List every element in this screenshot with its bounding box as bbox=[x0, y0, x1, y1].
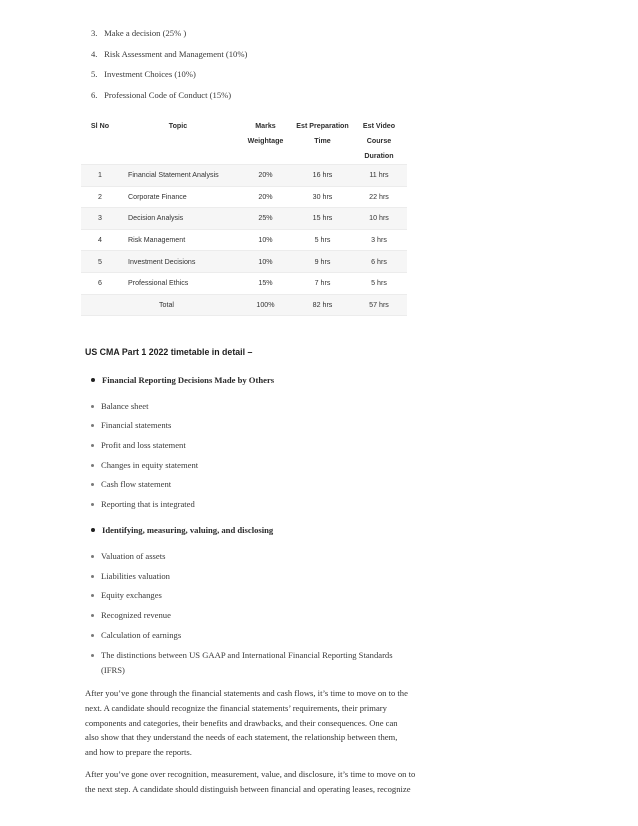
list-item: Financial statements bbox=[91, 420, 171, 431]
bullet-icon bbox=[91, 614, 94, 617]
section-heading: US CMA Part 1 2022 timetable in detail – bbox=[85, 347, 253, 357]
bullet-icon bbox=[91, 634, 94, 637]
header-prep: Est Preparation Time bbox=[296, 122, 349, 145]
list-item: 4. Risk Assessment and Management (10%) bbox=[91, 48, 248, 59]
header-sl-no: Sl No bbox=[90, 122, 110, 130]
bullet-icon bbox=[91, 424, 94, 427]
table-row: 5 Investment Decisions 10% 9 hrs 6 hrs bbox=[81, 251, 407, 273]
table-header-row bbox=[81, 112, 407, 165]
list-item: 5. Investment Choices (10%) bbox=[91, 69, 196, 79]
list-item: Calculation of earnings bbox=[91, 630, 181, 641]
list-item: Valuation of assets bbox=[91, 551, 165, 562]
list-item: 6. Professional Code of Conduct (15%) bbox=[91, 89, 232, 100]
list-item-continuation: (IFRS) bbox=[101, 665, 125, 675]
header-marks: Marks Weightage bbox=[247, 122, 284, 145]
bullet-icon bbox=[91, 528, 95, 532]
table-row: 3 Decision Analysis 25% 15 hrs 10 hrs bbox=[81, 208, 407, 230]
table-row: 1 Financial Statement Analysis 20% 16 hrs 11 hrs bbox=[81, 165, 407, 187]
list-item: 3. Make a decision (25% ) bbox=[91, 28, 187, 38]
list-item: The distinctions between US GAAP and International Financial Reporting Standards bbox=[91, 650, 393, 661]
list-item: Balance sheet bbox=[91, 401, 148, 412]
paragraph: After you’ve gone over recognition, measurement, value, and disclosure, it’s time to move on to the next step. A candidate should distinguish between financial and operating leases, recognize bbox=[85, 769, 416, 794]
bullet-icon bbox=[91, 575, 94, 578]
bullet-icon bbox=[91, 503, 94, 506]
bullet-icon bbox=[91, 654, 94, 657]
list-item: Equity exchanges bbox=[91, 590, 162, 601]
bullet-icon bbox=[91, 555, 94, 558]
bullet-icon bbox=[91, 483, 94, 486]
bullet-icon bbox=[91, 405, 94, 408]
group-title: Identifying, measuring, valuing, and disclosing bbox=[91, 525, 273, 536]
table-row: 6 Professional Ethics 15% 7 hrs 5 hrs bbox=[81, 272, 407, 294]
syllabus-table bbox=[81, 112, 407, 316]
table-row: 2 Corporate Finance 20% 30 hrs 22 hrs bbox=[81, 186, 407, 208]
list-item: Changes in equity statement bbox=[91, 460, 198, 471]
list-item: Profit and loss statement bbox=[91, 440, 186, 451]
bullet-icon bbox=[91, 378, 95, 382]
bullet-icon bbox=[91, 444, 94, 447]
paragraph: After you’ve gone through the financial statements and cash flows, it’s time to move on to the next. A candidate should recognize the financial statements’ requirements, their primary components and categories, their benefits and drawbacks, and their consequences. One can also show that they understand the needs of each statement, the relationship between them, and how to prepare the reports. bbox=[85, 688, 408, 758]
list-item: Recognized revenue bbox=[91, 610, 171, 621]
table-total-row: Total 100% 82 hrs 57 hrs bbox=[81, 294, 407, 316]
group-title: Financial Reporting Decisions Made by Others bbox=[91, 375, 274, 386]
header-video: Est Video Course Duration bbox=[362, 122, 396, 160]
table-row: 4 Risk Management 10% 5 hrs 3 hrs bbox=[81, 229, 407, 251]
list-item: Liabilities valuation bbox=[91, 571, 170, 582]
header-topic: Topic bbox=[168, 122, 188, 130]
bullet-icon bbox=[91, 464, 94, 467]
list-item: Reporting that is integrated bbox=[91, 499, 195, 510]
bullet-icon bbox=[91, 594, 94, 597]
weightage-list bbox=[91, 28, 247, 110]
list-item: Cash flow statement bbox=[91, 479, 171, 490]
